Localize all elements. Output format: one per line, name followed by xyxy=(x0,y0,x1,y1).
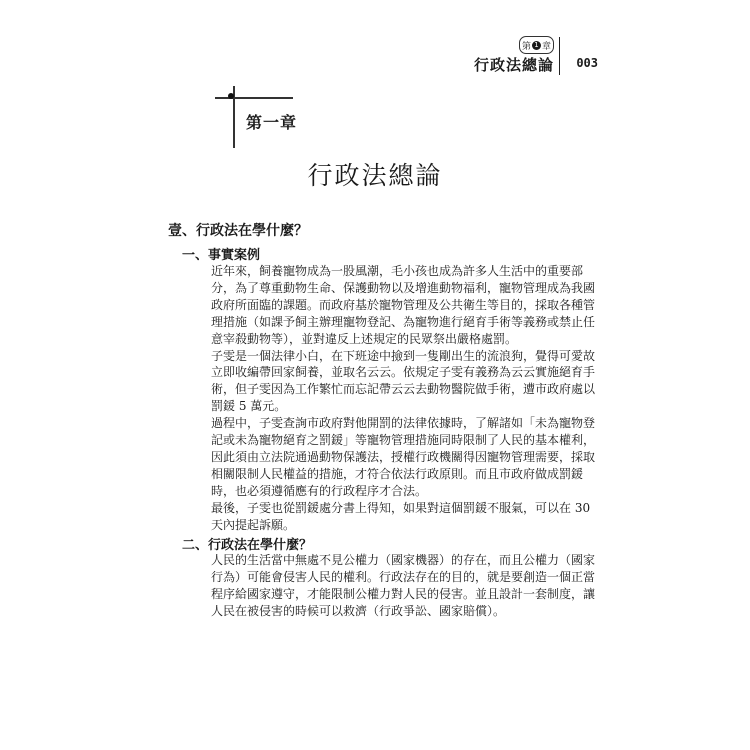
what-body xyxy=(211,552,603,620)
paragraph: 過程中，子雯查詢市政府對他開罰的法律依據時，了解諸如「未為寵物登記或未為寵物絕育之罰鍰」等寵物管理措施同時限制了人民的基本權利，因此須由立法院通過動物保護法，授權行政機關得因寵物管理需要，採取相關限制人民權益的措施，才符合依法行政原則。而且市政府做成罰鍰時，也必須遵循應有的行政程序才合法。 xyxy=(211,416,596,498)
chapter-label: 第一章 xyxy=(246,113,298,132)
paragraph: 最後，子雯也從罰鍰處分書上得知，如果對這個罰鍰不服氣，可以在 30 天內提起訴願。 xyxy=(211,500,591,532)
section-heading: 壹、行政法在學什麼？ xyxy=(168,223,308,239)
chapter-badge-suffix: 章 xyxy=(541,41,551,52)
chapter-badge-number: 1 xyxy=(532,41,541,50)
page-header xyxy=(388,36,598,76)
header-divider xyxy=(559,37,560,75)
chapter-badge xyxy=(519,36,554,54)
chapter-title: 行政法總論 xyxy=(307,161,443,190)
page-number: 003 xyxy=(576,56,598,70)
chapter-ornament-dot xyxy=(228,93,234,99)
running-title: 行政法總論 xyxy=(473,56,554,74)
subsection-heading-facts: 一、事實案例 xyxy=(182,248,261,263)
chapter-ornament-horizontal-line xyxy=(215,97,293,99)
paragraph: 人民的生活當中無處不見公權力（國家機器）的存在，而且公權力（國家行為）可能會侵害人民的權利。行政法存在的目的，就是要創造一個正當程序給國家遵守，才能限制公權力對人民的侵害。並且設計一套制度，讓人民在被侵害的時候可以救濟（行政爭訟、國家賠償）。 xyxy=(211,553,596,618)
paragraph: 近年來，飼養寵物成為一股風潮，毛小孩也成為許多人生活中的重要部分，為了尊重動物生命、保護動物以及增進動物福利，寵物管理成為我國政府所面臨的課題。而政府基於寵物管理及公共衛生等目的，採取各種管理措施（如課予飼主辦理寵物登記、為寵物進行絕育手術等義務或禁止任意宰殺動物等），並對違反上述規定的民眾祭出嚴格處罰。 xyxy=(211,264,596,346)
subsection-heading-what: 二、行政法在學什麼？ xyxy=(182,538,313,553)
chapter-badge-prefix: 第 xyxy=(521,41,531,52)
facts-body xyxy=(211,263,603,534)
paragraph: 子雯是一個法律小白，在下班途中撿到一隻剛出生的流浪狗，覺得可愛故立即收編帶回家飼養，並取名云云。依規定子雯有義務為云云實施絕育手術，但子雯因為工作繁忙而忘記帶云云去動物醫院做手術，遭市政府處以罰鍰 5 萬元。 xyxy=(211,348,596,414)
